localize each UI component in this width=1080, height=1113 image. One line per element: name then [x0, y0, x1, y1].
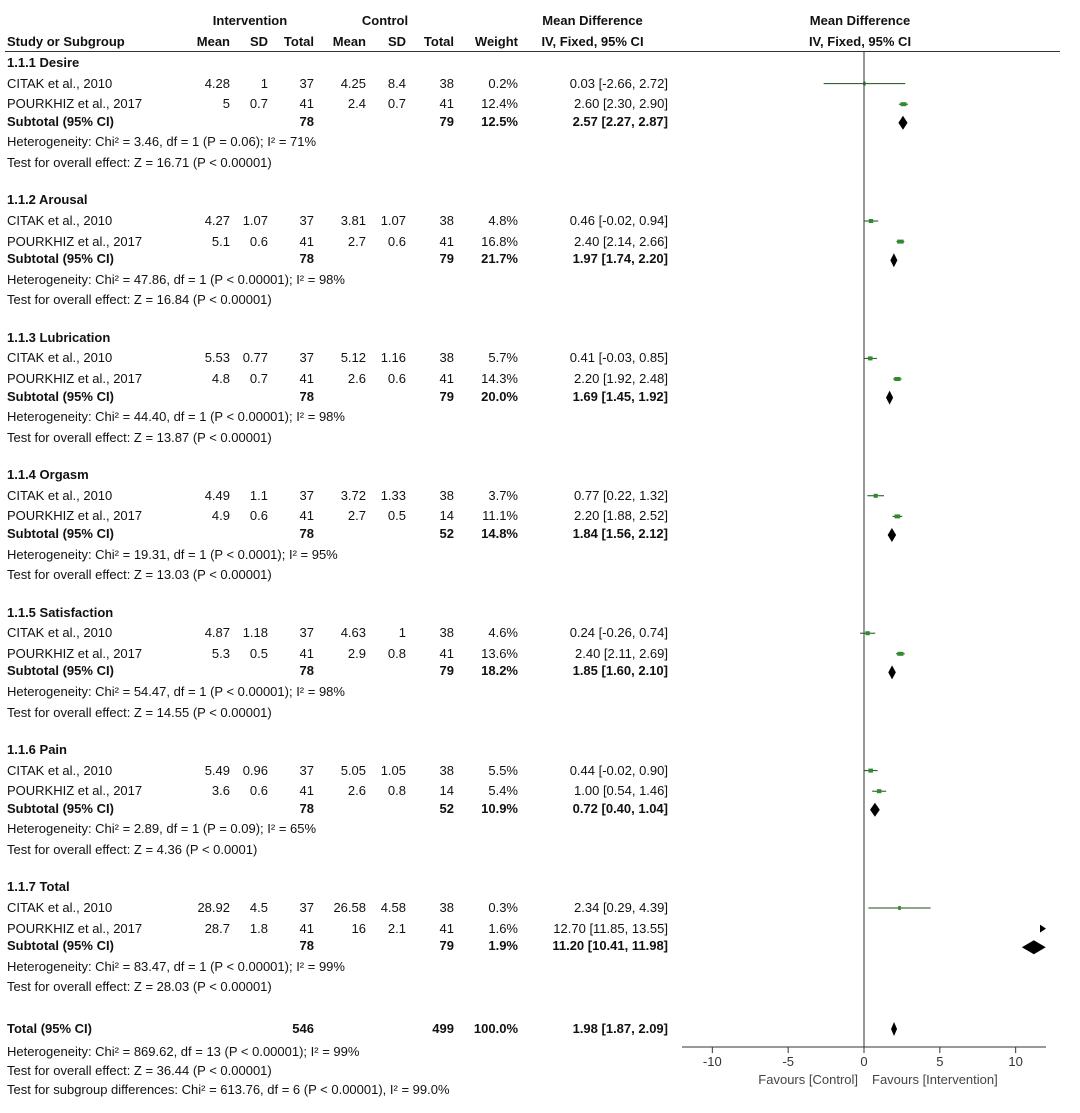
subtotal-ci: 2.57 [2.27, 2.87] — [572, 113, 668, 129]
study-point — [877, 789, 882, 793]
overall-total-control: 499 — [432, 1021, 454, 1036]
subtotal-label: Subtotal (95% CI) — [7, 938, 114, 954]
study-ci: 0.44 [-0.02, 0.90] — [569, 762, 668, 778]
study-weight: 5.5% — [488, 762, 518, 778]
study-mean-control: 2.4 — [347, 96, 366, 112]
study-sd-intervention: 0.6 — [249, 233, 268, 249]
subtotal-ci: 1.84 [1.56, 2.12] — [572, 526, 668, 541]
study-mean-control: 2.9 — [347, 645, 366, 661]
study-name: POURKHIZ et al., 2017 — [7, 508, 143, 524]
study-name: POURKHIZ et al., 2017 — [7, 96, 143, 112]
study-total-intervention: 41 — [299, 783, 314, 799]
subtotal-diamond — [890, 253, 897, 267]
overall-weight: 100.0% — [473, 1021, 518, 1036]
study-sd-control: 0.5 — [387, 508, 406, 524]
study-mean-control: 26.58 — [333, 900, 366, 915]
header-control: Control — [361, 13, 409, 28]
study-mean-intervention: 5.1 — [211, 233, 230, 249]
subgroup-title: 1.1.7 Total — [7, 879, 70, 895]
study-mean-intervention: 5.49 — [204, 762, 230, 778]
study-ci: 0.77 [0.22, 1.32] — [574, 487, 668, 503]
subgroup-overall-effect: Test for overall effect: Z = 14.55 (P < 0.00001) — [7, 704, 272, 720]
study-ci: 0.24 [-0.26, 0.74] — [569, 625, 668, 641]
study-mean-control: 2.6 — [347, 783, 366, 799]
study-ci: 2.40 [2.11, 2.69] — [575, 645, 668, 661]
subtotal-total-intervention: 78 — [299, 113, 314, 129]
subtotal-diamond — [898, 116, 907, 130]
study-mean-control: 3.81 — [340, 213, 366, 228]
subtotal-diamond — [888, 665, 896, 679]
subgroup-differences: Test for subgroup differences: Chi² = 613.76, df = 6 (P < 0.00001), I² = 99.0% — [7, 1082, 450, 1097]
study-mean-control: 5.05 — [340, 762, 366, 778]
study-mean-intervention: 5 — [222, 96, 230, 112]
study-sd-control: 4.58 — [380, 900, 406, 915]
col-mean-control: Mean — [332, 34, 366, 49]
study-total-control: 38 — [439, 625, 454, 641]
subtotal-diamond — [1022, 940, 1046, 954]
study-weight: 13.6% — [481, 645, 518, 661]
subtotal-total-intervention: 78 — [299, 526, 314, 541]
study-total-intervention: 41 — [299, 96, 314, 112]
study-mean-intervention: 5.53 — [204, 350, 230, 366]
study-mean-control: 2.6 — [347, 371, 366, 386]
subgroup-overall-effect: Test for overall effect: Z = 28.03 (P < 0.00001) — [7, 979, 272, 995]
study-ci: 2.20 [1.92, 2.48] — [574, 371, 668, 386]
subgroup-heterogeneity: Heterogeneity: Chi² = 2.89, df = 1 (P = 0.09); I² = 65% — [7, 821, 317, 837]
study-ci: 2.40 [2.14, 2.66] — [574, 233, 668, 249]
study-sd-control: 8.4 — [387, 75, 406, 91]
study-mean-intervention: 4.27 — [204, 213, 230, 228]
study-name: POURKHIZ et al., 2017 — [7, 371, 143, 386]
study-mean-intervention: 4.28 — [204, 75, 230, 91]
study-mean-control: 3.72 — [340, 487, 366, 503]
subtotal-label: Subtotal (95% CI) — [7, 526, 114, 541]
study-point — [895, 514, 901, 518]
study-ci: 0.03 [-2.66, 2.72] — [569, 75, 668, 91]
x-tick-label: 10 — [1008, 1054, 1023, 1069]
study-point — [874, 494, 878, 498]
study-weight: 12.4% — [481, 96, 518, 112]
study-sd-intervention: 0.7 — [249, 371, 268, 386]
study-name: POURKHIZ et al., 2017 — [7, 645, 143, 661]
subgroup-heterogeneity: Heterogeneity: Chi² = 44.40, df = 1 (P < 0.00001); I² = 98% — [7, 409, 345, 425]
study-ci: 2.34 [0.29, 4.39] — [574, 900, 668, 915]
study-total-intervention: 37 — [299, 900, 314, 915]
subtotal-total-intervention: 78 — [299, 663, 314, 679]
overall-total-intervention: 546 — [292, 1021, 314, 1036]
study-ci: 1.00 [0.54, 1.46] — [574, 783, 668, 799]
subgroup-heterogeneity: Heterogeneity: Chi² = 54.47, df = 1 (P < 0.00001); I² = 98% — [7, 684, 345, 699]
subgroup-title: 1.1.2 Arousal — [7, 192, 88, 208]
subgroup-title: 1.1.5 Satisfaction — [7, 604, 114, 620]
study-mean-control: 4.63 — [340, 625, 366, 641]
study-total-control: 41 — [439, 645, 454, 661]
subtotal-total-control: 52 — [439, 526, 454, 541]
study-ci: 2.60 [2.30, 2.90] — [574, 96, 668, 112]
study-weight: 16.8% — [481, 233, 518, 249]
col-mean-intervention: Mean — [196, 34, 230, 49]
study-point — [868, 356, 873, 360]
subtotal-total-intervention: 78 — [299, 800, 314, 816]
study-sd-intervention: 1 — [260, 75, 268, 91]
study-total-intervention: 37 — [299, 75, 314, 91]
study-point — [868, 769, 873, 773]
col-weight: Weight — [474, 34, 518, 49]
subgroup-overall-effect: Test for overall effect: Z = 16.84 (P < 0.00001) — [7, 292, 272, 308]
subtotal-total-control: 79 — [439, 388, 454, 404]
subgroup-overall-effect: Test for overall effect: Z = 16.71 (P < 0.00001) — [7, 155, 272, 170]
study-sd-intervention: 0.6 — [249, 508, 268, 524]
study-ci: 0.41 [-0.03, 0.85] — [569, 350, 668, 366]
subtotal-total-control: 79 — [439, 251, 454, 267]
study-weight: 3.7% — [488, 487, 518, 503]
overall-diamond — [891, 1022, 897, 1036]
study-mean-control: 16 — [351, 920, 366, 936]
study-total-intervention: 41 — [299, 645, 314, 661]
study-name: CITAK et al., 2010 — [7, 487, 113, 503]
subtotal-total-control: 52 — [439, 800, 454, 816]
favours-control-label: Favours [Control] — [758, 1072, 858, 1087]
subtotal-weight: 18.2% — [481, 663, 518, 679]
study-name: CITAK et al., 2010 — [7, 75, 113, 91]
study-name: POURKHIZ et al., 2017 — [7, 920, 143, 936]
study-total-intervention: 41 — [299, 233, 314, 249]
study-name: POURKHIZ et al., 2017 — [7, 233, 143, 249]
subtotal-label: Subtotal (95% CI) — [7, 663, 114, 679]
study-sd-intervention: 0.6 — [249, 783, 268, 799]
study-mean-intervention: 4.87 — [204, 625, 230, 641]
study-weight: 4.8% — [488, 213, 518, 228]
study-sd-intervention: 0.5 — [249, 645, 268, 661]
x-tick-label: 0 — [860, 1054, 868, 1069]
study-weight: 14.3% — [481, 371, 518, 386]
study-weight: 11.1% — [482, 508, 518, 524]
study-weight: 5.7% — [488, 350, 518, 366]
study-point — [897, 652, 903, 656]
header-plot-title: Mean Difference — [809, 13, 911, 28]
subtotal-weight: 20.0% — [481, 388, 518, 404]
subtotal-weight: 1.9% — [488, 938, 518, 954]
subtotal-label: Subtotal (95% CI) — [7, 113, 114, 129]
subgroup-heterogeneity: Heterogeneity: Chi² = 3.46, df = 1 (P = 0.06); I² = 71% — [7, 134, 317, 150]
study-sd-control: 0.6 — [387, 233, 406, 249]
study-sd-control: 0.8 — [387, 783, 406, 799]
study-total-control: 38 — [439, 213, 454, 228]
subgroup-title: 1.1.3 Lubrication — [7, 329, 111, 345]
study-name: CITAK et al., 2010 — [7, 350, 113, 366]
study-total-control: 38 — [439, 350, 454, 366]
subtotal-ci: 0.72 [0.40, 1.04] — [572, 800, 668, 816]
study-ci: 2.20 [1.88, 2.52] — [574, 508, 668, 524]
study-total-intervention: 37 — [299, 762, 314, 778]
subtotal-diamond — [888, 528, 896, 542]
study-name: CITAK et al., 2010 — [7, 625, 113, 641]
study-total-intervention: 37 — [299, 625, 314, 641]
overall-label: Total (95% CI) — [7, 1021, 92, 1036]
study-sd-control: 1.07 — [380, 213, 406, 228]
study-total-intervention: 37 — [299, 487, 314, 503]
study-name: CITAK et al., 2010 — [7, 900, 113, 915]
study-ci: 12.70 [11.85, 13.55] — [553, 920, 668, 936]
subtotal-total-intervention: 78 — [299, 938, 314, 954]
study-sd-control: 1.16 — [380, 350, 406, 366]
study-sd-control: 0.7 — [387, 96, 406, 112]
header-mean-difference: Mean Difference — [542, 13, 643, 28]
subgroup-heterogeneity: Heterogeneity: Chi² = 83.47, df = 1 (P < 0.00001); I² = 99% — [7, 958, 345, 974]
study-sd-intervention: 0.7 — [249, 96, 268, 112]
study-name: CITAK et al., 2010 — [7, 213, 113, 228]
study-point — [900, 102, 906, 106]
study-weight: 1.6% — [488, 920, 518, 936]
favours-intervention-label: Favours [Intervention] — [872, 1072, 998, 1087]
subtotal-diamond — [870, 803, 880, 817]
subtotal-diamond — [886, 391, 893, 405]
subtotal-weight: 21.7% — [481, 251, 518, 267]
col-study: Study or Subgroup — [7, 34, 125, 49]
study-weight: 4.6% — [488, 625, 518, 641]
study-point — [898, 906, 901, 910]
subgroup-overall-effect: Test for overall effect: Z = 4.36 (P < 0.0001) — [7, 842, 258, 857]
subgroup-title: 1.1.4 Orgasm — [7, 467, 89, 483]
overall-ci: 1.98 [1.87, 2.09] — [572, 1021, 668, 1036]
col-sd-intervention: SD — [249, 34, 268, 49]
study-point — [894, 377, 900, 381]
study-total-control: 41 — [439, 920, 454, 936]
study-total-control: 38 — [439, 900, 454, 915]
subtotal-ci: 1.69 [1.45, 1.92] — [572, 388, 668, 404]
study-sd-control: 1.33 — [380, 487, 406, 503]
subgroup-title: 1.1.1 Desire — [7, 55, 80, 70]
study-mean-intervention: 28.92 — [197, 900, 230, 915]
study-ci: 0.46 [-0.02, 0.94] — [569, 213, 668, 228]
subgroup-title: 1.1.6 Pain — [7, 742, 67, 757]
study-sd-intervention: 1.8 — [249, 920, 268, 936]
x-tick-label: 5 — [936, 1054, 944, 1069]
study-sd-control: 2.1 — [387, 920, 406, 936]
col-total-control: Total — [423, 34, 454, 49]
study-total-control: 38 — [439, 75, 454, 91]
header-plot-sub: IV, Fixed, 95% CI — [808, 34, 912, 49]
study-name: CITAK et al., 2010 — [7, 762, 113, 778]
study-total-intervention: 37 — [299, 350, 314, 366]
subgroup-overall-effect: Test for overall effect: Z = 13.87 (P < 0.00001) — [7, 429, 272, 445]
subtotal-label: Subtotal (95% CI) — [7, 251, 114, 267]
study-sd-intervention: 1.1 — [249, 487, 268, 503]
subtotal-label: Subtotal (95% CI) — [7, 388, 114, 404]
subtotal-total-control: 79 — [439, 113, 454, 129]
study-mean-intervention: 28.7 — [204, 920, 230, 936]
study-sd-intervention: 1.07 — [242, 213, 268, 228]
study-name: POURKHIZ et al., 2017 — [7, 783, 143, 799]
study-total-control: 14 — [439, 783, 454, 799]
study-point — [869, 219, 873, 223]
x-tick-label: -10 — [702, 1054, 722, 1069]
study-total-intervention: 41 — [299, 508, 314, 524]
subtotal-ci: 11.20 [10.41, 11.98] — [552, 938, 668, 954]
study-mean-intervention: 4.49 — [204, 487, 230, 503]
study-total-control: 41 — [439, 371, 454, 386]
study-total-control: 14 — [439, 508, 454, 524]
study-sd-control: 0.8 — [387, 645, 406, 661]
study-mean-control: 5.12 — [340, 350, 366, 366]
study-mean-control: 2.7 — [347, 508, 366, 524]
study-mean-intervention: 4.8 — [211, 371, 230, 386]
subtotal-total-intervention: 78 — [299, 388, 314, 404]
subtotal-ci: 1.97 [1.74, 2.20] — [572, 251, 668, 267]
study-total-intervention: 41 — [299, 920, 314, 936]
subtotal-total-control: 79 — [439, 938, 454, 954]
subtotal-label: Subtotal (95% CI) — [7, 800, 114, 816]
study-total-control: 38 — [439, 487, 454, 503]
study-sd-intervention: 4.5 — [249, 900, 268, 915]
study-mean-control: 2.7 — [347, 233, 366, 249]
overall-heterogeneity: Heterogeneity: Chi² = 869.62, df = 13 (P < 0.00001); I² = 99% — [7, 1044, 360, 1059]
off-scale-arrow — [1040, 925, 1046, 933]
study-sd-control: 1 — [398, 625, 406, 641]
study-mean-intervention: 3.6 — [211, 783, 230, 799]
header-intervention: Intervention — [212, 13, 288, 28]
subtotal-total-intervention: 78 — [299, 251, 314, 267]
col-sd-control: SD — [387, 34, 406, 49]
subtotal-total-control: 79 — [439, 663, 454, 679]
study-point — [865, 631, 869, 635]
col-total-intervention: Total — [283, 34, 314, 49]
header-md-sub: IV, Fixed, 95% CI — [541, 34, 644, 49]
study-mean-control: 4.25 — [340, 75, 366, 91]
study-sd-intervention: 0.96 — [242, 762, 268, 778]
study-total-control: 38 — [439, 762, 454, 778]
study-total-intervention: 37 — [299, 213, 314, 228]
subgroup-overall-effect: Test for overall effect: Z = 13.03 (P < 0.00001) — [7, 567, 272, 583]
study-weight: 0.3% — [488, 900, 518, 915]
subgroup-heterogeneity: Heterogeneity: Chi² = 47.86, df = 1 (P < 0.00001); I² = 98% — [7, 271, 345, 287]
study-point — [897, 240, 904, 244]
study-total-control: 41 — [439, 96, 454, 112]
study-sd-control: 1.05 — [380, 762, 406, 778]
study-sd-intervention: 0.77 — [242, 350, 268, 366]
subgroup-heterogeneity: Heterogeneity: Chi² = 19.31, df = 1 (P < 0.0001); I² = 95% — [7, 546, 338, 562]
study-sd-intervention: 1.18 — [242, 625, 268, 641]
study-mean-intervention: 5.3 — [211, 645, 230, 661]
subtotal-ci: 1.85 [1.60, 2.10] — [572, 663, 668, 679]
subtotal-weight: 14.8% — [481, 526, 518, 541]
study-total-intervention: 41 — [299, 371, 314, 386]
study-weight: 0.2% — [488, 75, 518, 91]
subtotal-weight: 10.9% — [481, 800, 518, 816]
study-total-control: 41 — [439, 233, 454, 249]
study-mean-intervention: 4.9 — [211, 508, 230, 524]
study-weight: 5.4% — [488, 783, 518, 799]
overall-effect: Test for overall effect: Z = 36.44 (P < 0.00001) — [7, 1063, 272, 1078]
x-tick-label: -5 — [782, 1054, 794, 1069]
subtotal-weight: 12.5% — [481, 113, 518, 129]
study-sd-control: 0.6 — [387, 371, 406, 386]
